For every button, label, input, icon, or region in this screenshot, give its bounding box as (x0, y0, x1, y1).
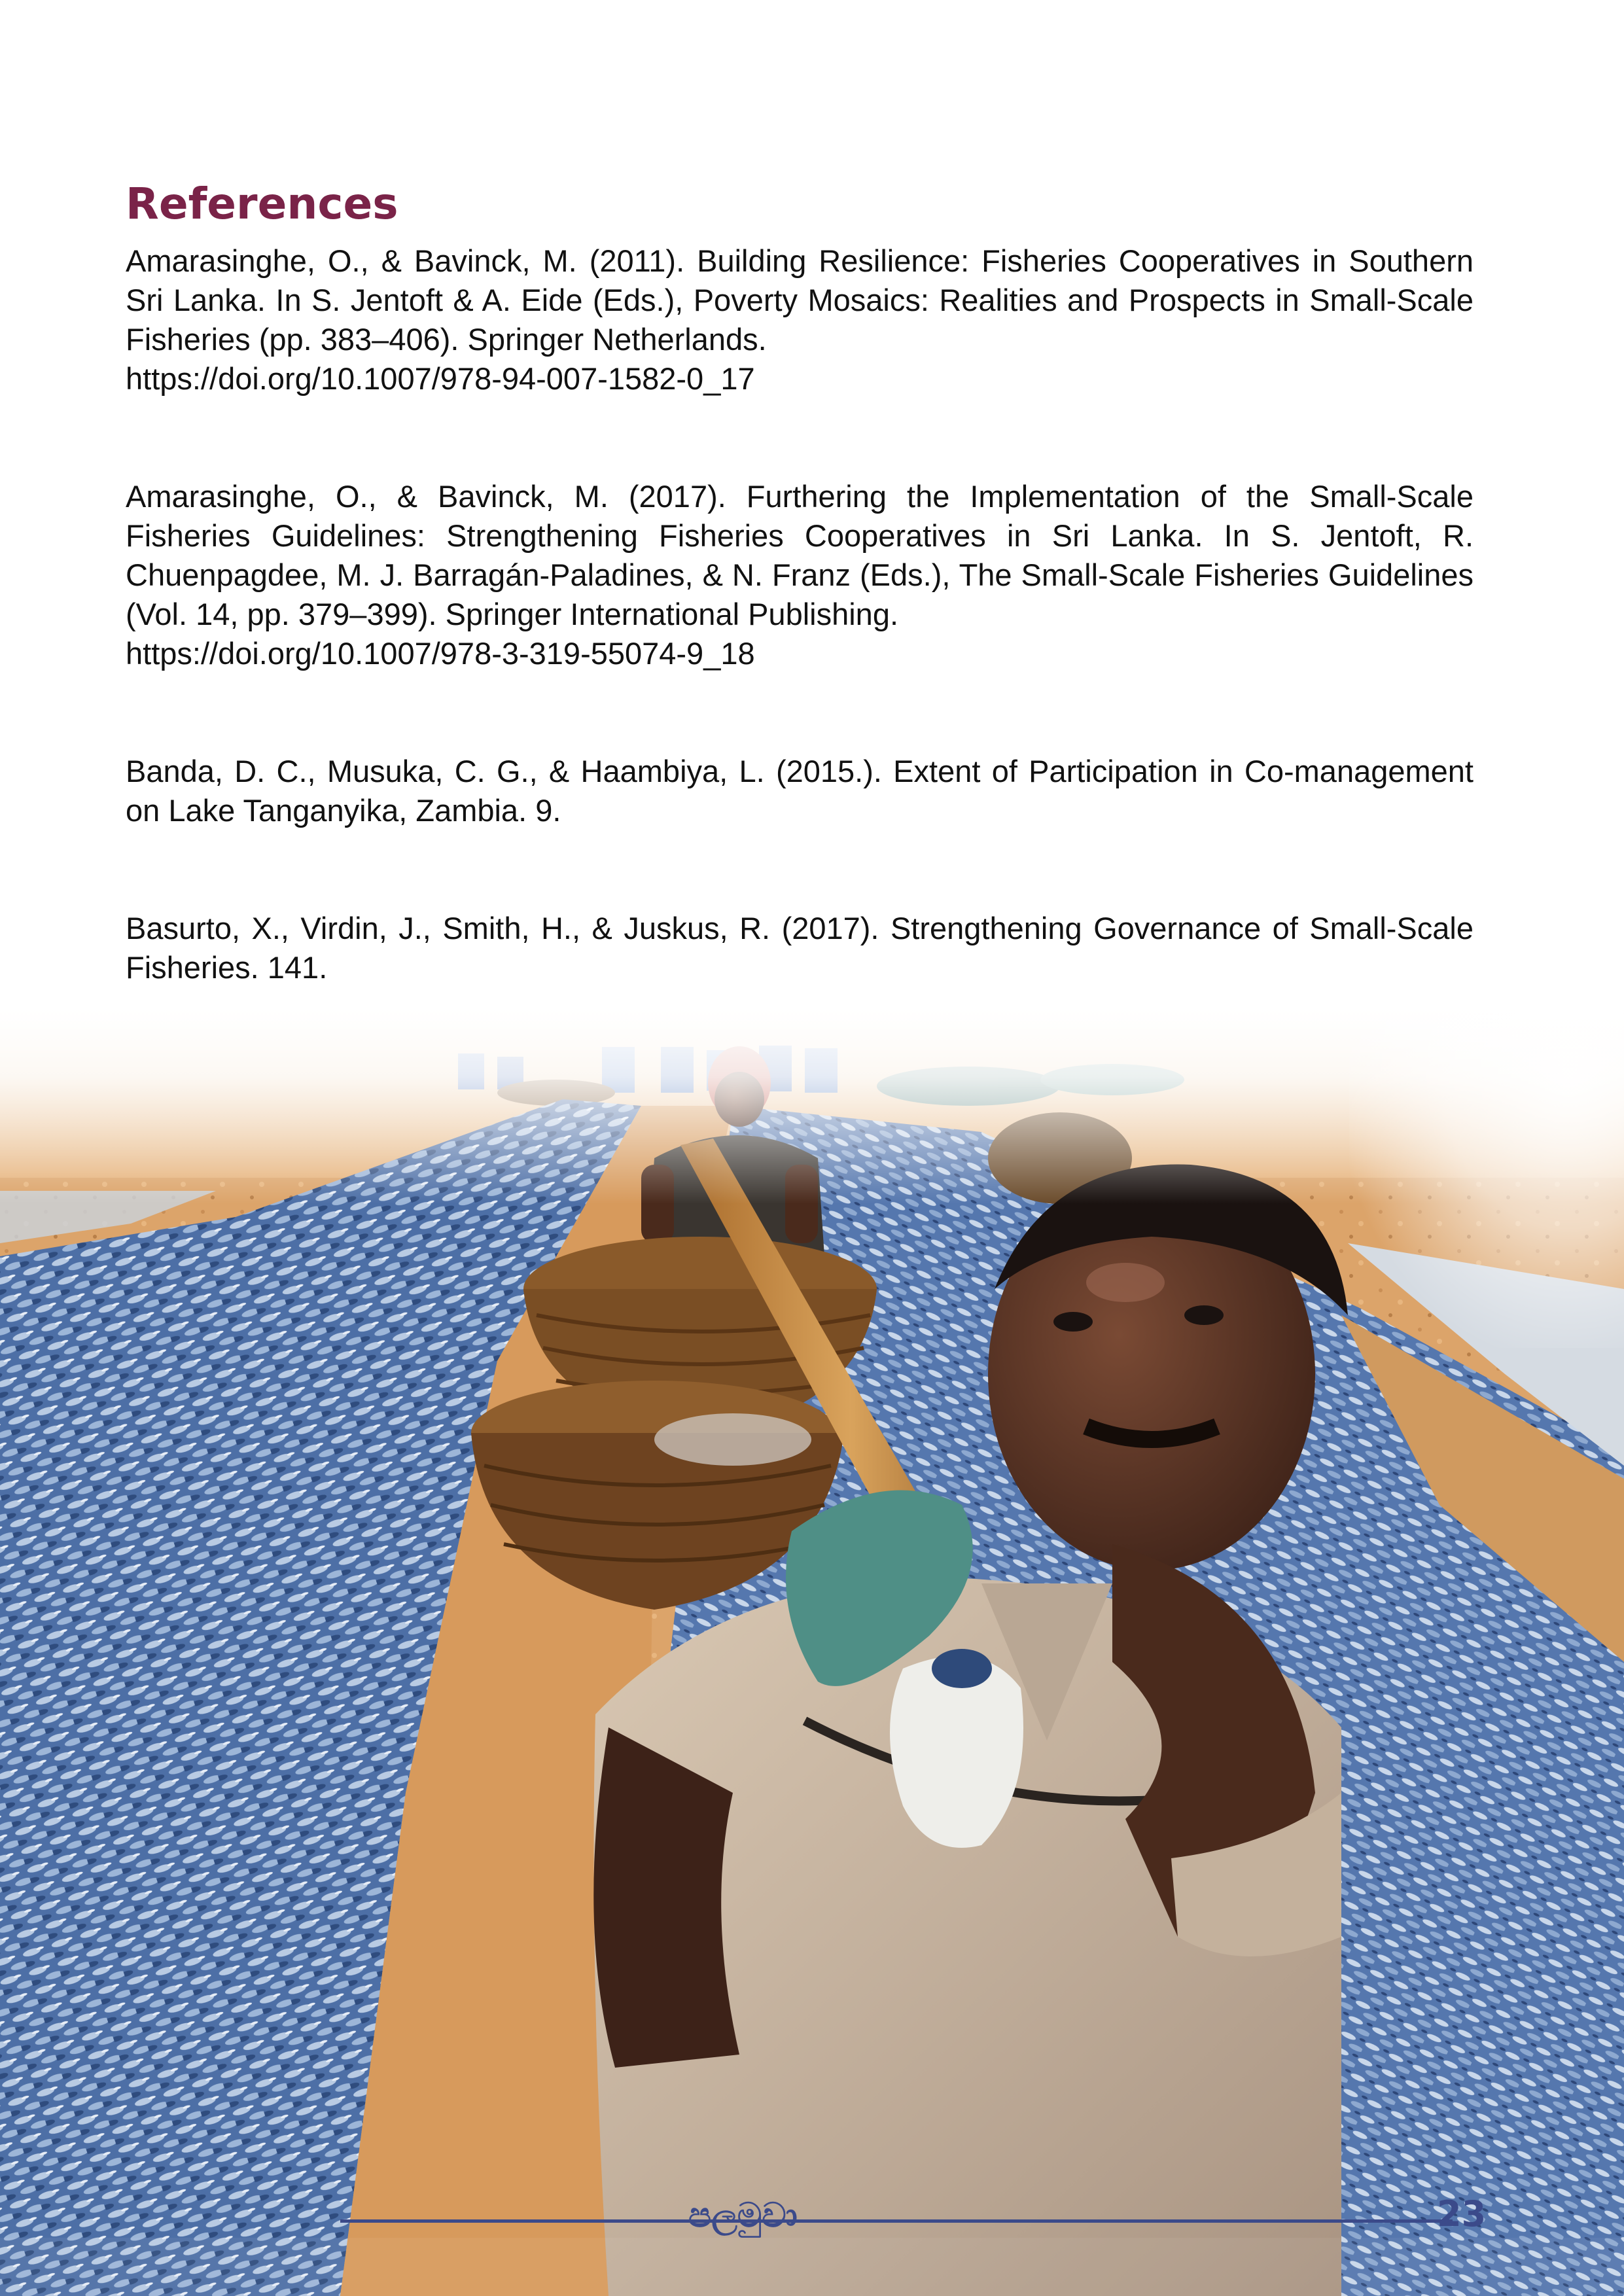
page-number: 23 (1437, 2193, 1487, 2234)
footer-rule (340, 2219, 1453, 2223)
references-heading: References (126, 179, 398, 229)
reference-doi-link[interactable]: https://doi.org/10.1007/978-3-319-55074-9_18 (126, 635, 755, 671)
reference-entry (126, 909, 1474, 987)
footer-brand-logo: පලමුවා (688, 2196, 798, 2235)
reference-entry (126, 752, 1474, 830)
reference-text: Basurto, X., Virdin, J., Smith, H., & Juskus, R. (2017). Strengthening Governance of Small-Scale Fisheries. 141. (126, 910, 1474, 985)
reference-doi-link[interactable]: https://doi.org/10.1007/978-94-007-1582-0_17 (126, 361, 755, 396)
reference-text: Amarasinghe, O., & Bavinck, M. (2017). Furthering the Implementation of the Small-Scale Fisheries Guidelines: Strengthening Fisheries Cooperatives in Sri Lanka. In S. Jentoft, R. Chuenpagdee, M. J. Barragán-Paladines, & N. Franz (Eds.), The Small-Scale Fisheries Guidelines (Vol. 14, pp. 379–399). Springer International Publishing. (126, 478, 1474, 631)
reference-text: Amarasinghe, O., & Bavinck, M. (2011). Building Resilience: Fisheries Cooperatives in Southern Sri Lanka. In S. Jentoft & A. Eide (Eds.), Poverty Mosaics: Realities and Prospects in Small-Scale Fisheries (pp. 383–406). Springer Netherlands. (126, 243, 1474, 357)
reference-entry (126, 477, 1474, 673)
photo-corner-highlight (1349, 1008, 1624, 1348)
reference-entry (126, 241, 1474, 398)
reference-text: Banda, D. C., Musuka, C. G., & Haambiya, L. (2015.). Extent of Participation in Co-management on Lake Tanganyika, Zambia. 9. (126, 753, 1474, 828)
